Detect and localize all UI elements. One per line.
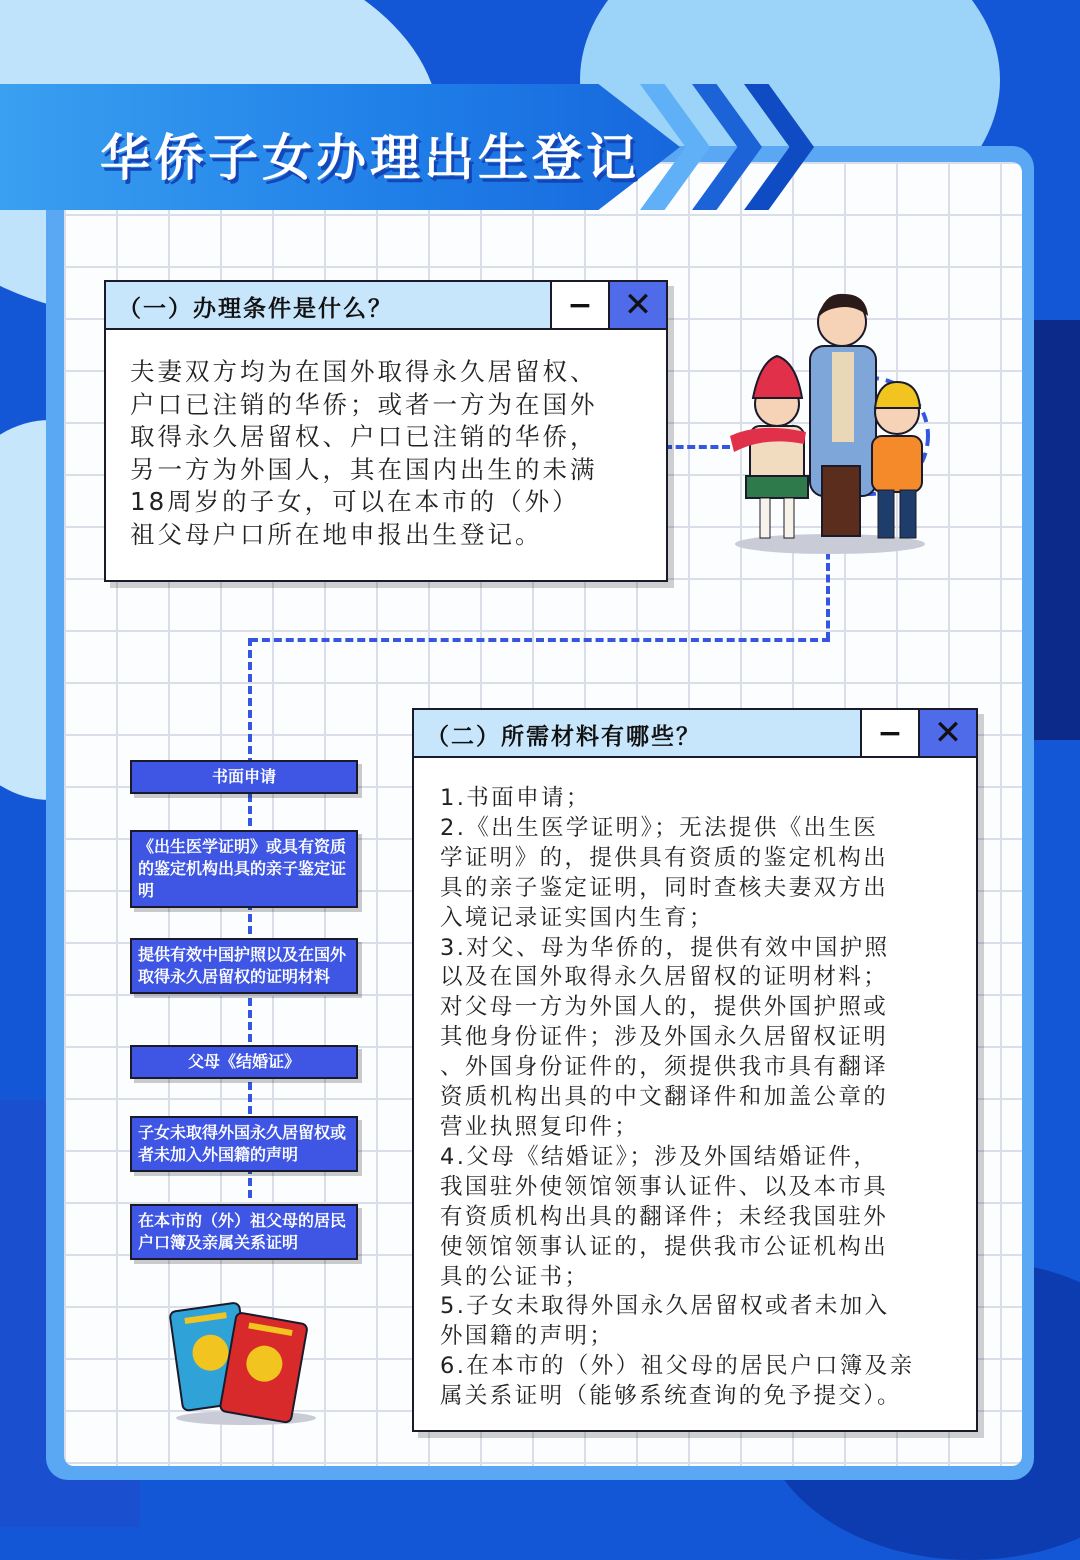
passport-icon — [166, 1296, 316, 1426]
text-line: 使领馆领事认证的，提供我市公证机构出 — [440, 1233, 889, 1260]
text-line: 具的公证书； — [440, 1263, 590, 1290]
window-titlebar — [414, 710, 976, 758]
text-line: 有资质机构出具的翻译件；未经我国驻外 — [440, 1203, 889, 1230]
text-line: 以及在国外取得永久居留权的证明材料； — [440, 964, 889, 991]
text-line: 入境记录证实国内生育； — [440, 904, 714, 931]
window-titlebar — [106, 282, 666, 330]
conditions-window — [104, 280, 668, 582]
window-title: （二）所需材料有哪些？ — [426, 724, 701, 750]
page-title: 华侨子女办理出生登记 — [100, 129, 640, 187]
text-line: 对父母一方为外国人的，提供外国护照或 — [440, 994, 889, 1021]
family-illustration — [720, 286, 940, 556]
text-line: 其他身份证件；涉及外国永久居留权证明 — [440, 1024, 889, 1051]
text-line: 祖父母户口所在地申报出生登记。 — [130, 519, 543, 549]
text-line: 、外国身份证件的，须提供我市具有翻译 — [440, 1054, 889, 1081]
dashed-connector — [248, 638, 252, 1198]
text-line: 5.子女未取得外国永久居留权或者未加入 — [440, 1293, 890, 1320]
flow-tag: 《出生医学证明》或具有资质的鉴定机构出具的亲子鉴定证明 — [130, 830, 358, 908]
text-line: 外国籍的声明； — [440, 1323, 615, 1350]
text-line: 具的亲子鉴定证明，同时查核夫妻双方出 — [440, 874, 889, 901]
close-button[interactable]: ✕ — [608, 282, 666, 328]
text-line: 属关系证明（能够系统查询的免予提交）。 — [440, 1383, 902, 1410]
text-line: 户口已注销的华侨；或者一方为在国外 — [130, 389, 598, 419]
flow-tag: 子女未取得外国永久居留权或者未加入外国籍的声明 — [130, 1116, 358, 1172]
dashed-connector — [250, 638, 830, 642]
text-line: 取得永久居留权、户口已注销的华侨， — [130, 422, 598, 451]
window-title: （一）办理条件是什么？ — [118, 296, 393, 322]
materials-window — [412, 708, 978, 1432]
text-line: 营业执照复印件； — [440, 1113, 640, 1140]
flow-tag: 父母《结婚证》 — [130, 1045, 358, 1079]
text-line: 18周岁的子女，可以在本市的（外） — [130, 487, 580, 516]
text-line: 资质机构出具的中文翻译件和加盖公章的 — [440, 1084, 889, 1111]
flow-tag: 书面申请 — [130, 760, 358, 794]
text-line: 另一方为外国人，其在国内出生的未满 — [130, 454, 598, 484]
text-line: 学证明》的，提供具有资质的鉴定机构出 — [440, 844, 889, 871]
conditions-text — [130, 356, 650, 551]
text-line: 我国驻外使领馆领事认证件、以及本市具 — [440, 1173, 889, 1200]
minimize-button[interactable]: − — [860, 710, 918, 756]
text-line: 4.父母《结婚证》；涉及外国结婚证件， — [440, 1143, 879, 1170]
materials-text — [440, 784, 960, 1412]
text-line: 3.对父、母为华侨的，提供有效中国护照 — [440, 934, 890, 961]
text-line: 2.《出生医学证明》；无法提供《出生医 — [440, 814, 879, 841]
flow-tag: 提供有效中国护照以及在国外取得永久居留权的证明材料 — [130, 938, 358, 994]
minimize-button[interactable]: − — [550, 282, 608, 328]
text-line: 6.在本市的（外）祖父母的居民户口簿及亲 — [440, 1353, 915, 1380]
text-line: 夫妻双方均为在国外取得永久居留权、 — [130, 357, 598, 386]
flow-tag: 在本市的（外）祖父母的居民户口簿及亲属关系证明 — [130, 1204, 358, 1260]
close-button[interactable]: ✕ — [918, 710, 976, 756]
text-line: 1.书面申请； — [440, 785, 591, 811]
